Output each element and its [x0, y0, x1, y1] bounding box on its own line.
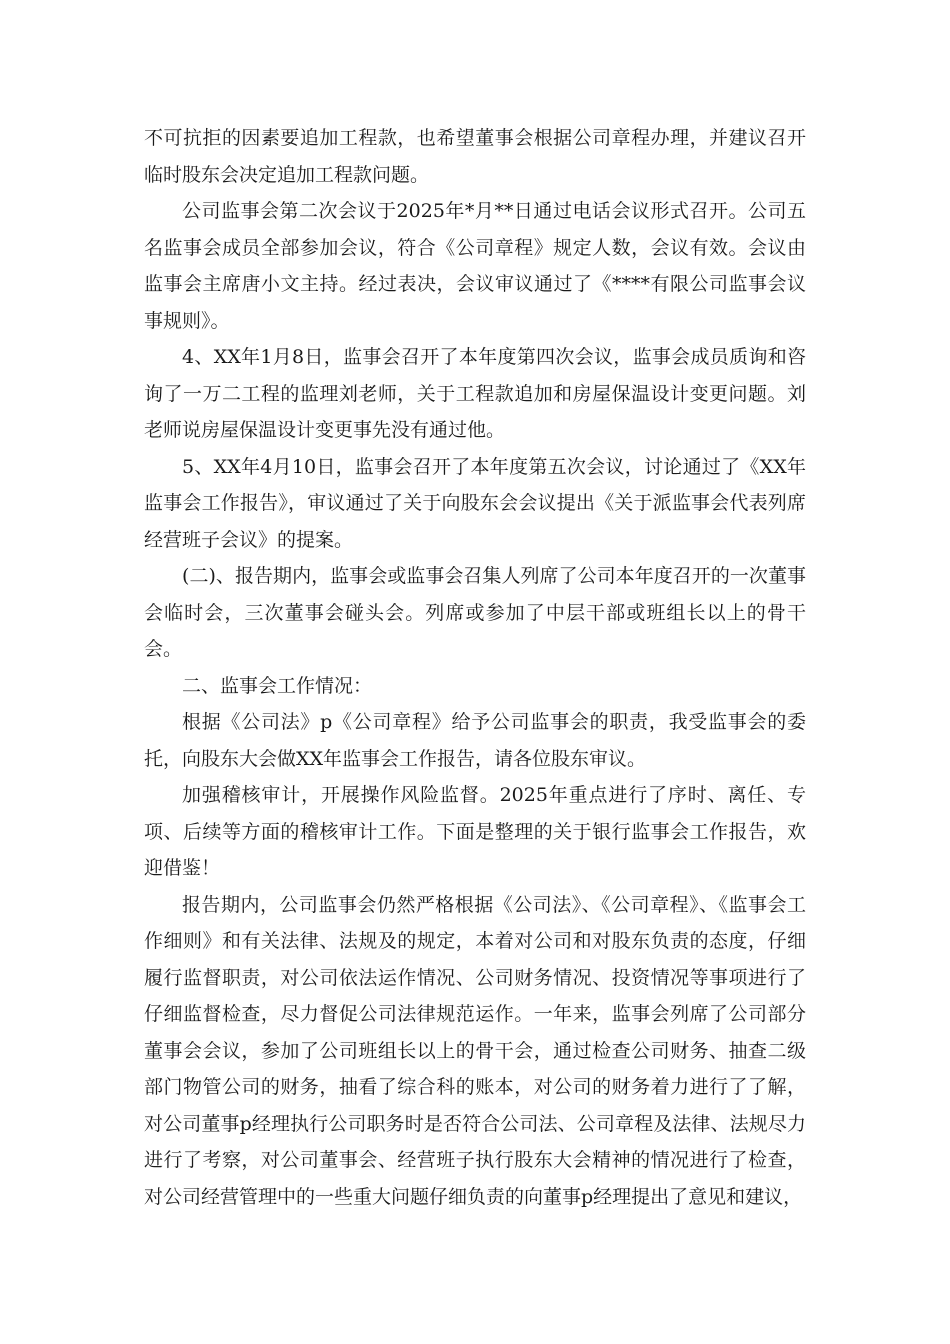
paragraph-fourth-meeting: 4、XX年1月8日，监事会召开了本年度第四次会议，监事会成员质询和咨询了一万二工程的监理刘老师，关于工程款追加和房屋保温设计变更问题。刘老师说房屋保温设计变更事先没有通过他。: [144, 346, 806, 441]
section-heading-work: 二、监事会工作情况：: [182, 674, 373, 697]
paragraph-fifth-meeting: 5、XX年4月10日，监事会召开了本年度第五次会议，讨论通过了《XX年监事会工作报告》，审议通过了关于向股东会会议提出《关于派监事会代表列席经营班子会议》的提案。: [144, 455, 806, 551]
paragraph-mandate: 根据《公司法》p《公司章程》给予公司监事会的职责，我受监事会的委托，向股东大会做XX年监事会工作报告，请各位股东审议。: [144, 711, 806, 770]
paragraph-attendance: (二)、报告期内，监事会或监事会召集人列席了公司本年度召开的一次董事会临时会，三次董事会碰头会。列席或参加了中层干部或班组长以上的骨干会。: [144, 565, 806, 660]
paragraph-second-meeting: 公司监事会第二次会议于2025年*月**日通过电话会议形式召开。公司五名监事会成员全部参加会议，符合《公司章程》规定人数，会议有效。会议由监事会主席唐小文主持。经过表决，会议审议通过了《****有限公司监事会议事规则》。: [144, 200, 806, 332]
paragraph-reporting-period: 报告期内，公司监事会仍然严格根据《公司法》、《公司章程》、《监事会工作细则》和有关法律、法规及的规定，本着对公司和对股东负责的态度，仔细履行监督职责，对公司依法运作情况、公司财务情况、投资情况等事项进行了仔细监督检查，尽力督促公司法律规范运作。一年来，监事会列席了公司部分董事会会议，参加了公司班组长以上的骨干会，通过检查公司财务、抽查二级部门物管公司的财务，抽看了综合科的账本，对公司的财务着力进行了了解，对公司董事p经理执行公司职务时是否符合公司法、公司章程及法律、法规尽力进行了考察，对公司董事会、经营班子执行股东大会精神的情况进行了检查，对公司经营管理中的一些重大问题仔细负责的向董事p经理提出了意见和建议，: [144, 893, 806, 1208]
paragraph-continuation: 不可抗拒的因素要追加工程款，也希望董事会根据公司章程办理，并建议召开临时股东会决定追加工程款问题。: [144, 127, 806, 186]
document-body: [144, 120, 806, 1215]
paragraph-audit: 加强稽核审计，开展操作风险监督。2025年重点进行了序时、离任、专项、后续等方面的稽核审计工作。下面是整理的关于银行监事会工作报告，欢迎借鉴！: [144, 784, 806, 879]
